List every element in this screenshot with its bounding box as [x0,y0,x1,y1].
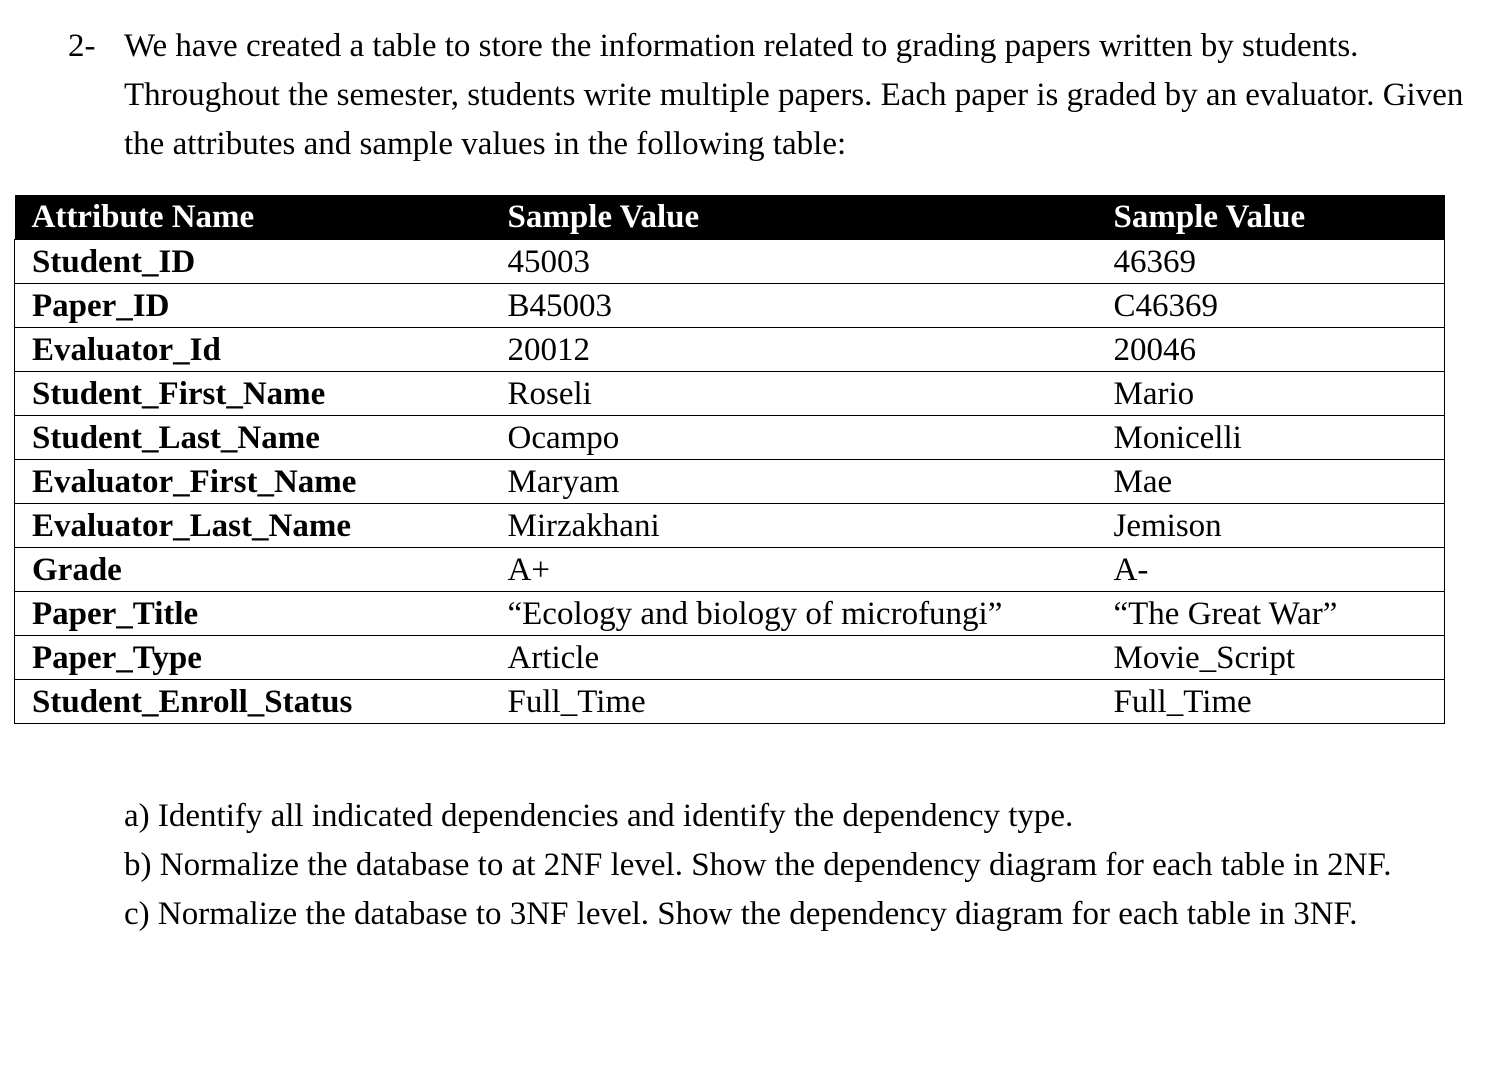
part-c: c) Normalize the database to 3NF level. Show the dependency diagram for each table in 3NF. [124,896,1358,932]
sample-value-2: C46369 [1097,284,1445,328]
attribute-name: Paper_ID [15,284,491,328]
table-row [15,680,1445,724]
sample-value-2: Monicelli [1097,416,1445,460]
question-text: We have created a table to store the information related to grading papers written by students. Throughout the semester, students write multiple papers. Each paper is graded by an evaluator. Given the attributes and sample values in the following table: [124,28,1464,162]
sample-value-2: A- [1097,548,1445,592]
table-header-row [15,195,1445,240]
table-row [15,460,1445,504]
question-number: 2- [68,28,96,64]
attribute-name: Evaluator_First_Name [15,460,491,504]
table-row [15,372,1445,416]
sample-value-1: Article [491,636,1097,680]
header-sample-value-2: Sample Value [1097,195,1445,240]
sample-value-2: “The Great War” [1097,592,1445,636]
attributes-table [14,195,1445,724]
sample-value-1: A+ [491,548,1097,592]
question-parts [124,792,1464,939]
table-row [15,416,1445,460]
table-row [15,592,1445,636]
header-sample-value-1: Sample Value [491,195,1097,240]
table-row [15,504,1445,548]
question-block [68,22,1468,169]
table-row [15,328,1445,372]
sample-value-1: “Ecology and biology of microfungi” [491,592,1097,636]
sample-value-1: Maryam [491,460,1097,504]
sample-value-2: Mario [1097,372,1445,416]
part-b: b) Normalize the database to at 2NF level. Show the dependency diagram for each table in 2NF. [124,847,1392,883]
sample-value-1: Full_Time [491,680,1097,724]
attribute-name: Student_First_Name [15,372,491,416]
table-row [15,284,1445,328]
sample-value-1: Roseli [491,372,1097,416]
sample-value-2: 20046 [1097,328,1445,372]
sample-value-1: Ocampo [491,416,1097,460]
attributes-table-container [14,195,1444,724]
attribute-name: Student_ID [15,240,491,284]
attribute-name: Paper_Type [15,636,491,680]
attribute-name: Grade [15,548,491,592]
sample-value-2: Full_Time [1097,680,1445,724]
sample-value-2: Jemison [1097,504,1445,548]
sample-value-1: B45003 [491,284,1097,328]
sample-value-1: 20012 [491,328,1097,372]
attribute-name: Student_Last_Name [15,416,491,460]
attribute-name: Paper_Title [15,592,491,636]
table-row [15,240,1445,284]
attribute-name: Student_Enroll_Status [15,680,491,724]
part-a: a) Identify all indicated dependencies and identify the dependency type. [124,798,1074,834]
header-attribute-name: Attribute Name [15,195,491,240]
sample-value-2: Movie_Script [1097,636,1445,680]
attribute-name: Evaluator_Last_Name [15,504,491,548]
sample-value-2: 46369 [1097,240,1445,284]
attribute-name: Evaluator_Id [15,328,491,372]
sample-value-1: 45003 [491,240,1097,284]
sample-value-1: Mirzakhani [491,504,1097,548]
sample-value-2: Mae [1097,460,1445,504]
table-row [15,636,1445,680]
table-row [15,548,1445,592]
